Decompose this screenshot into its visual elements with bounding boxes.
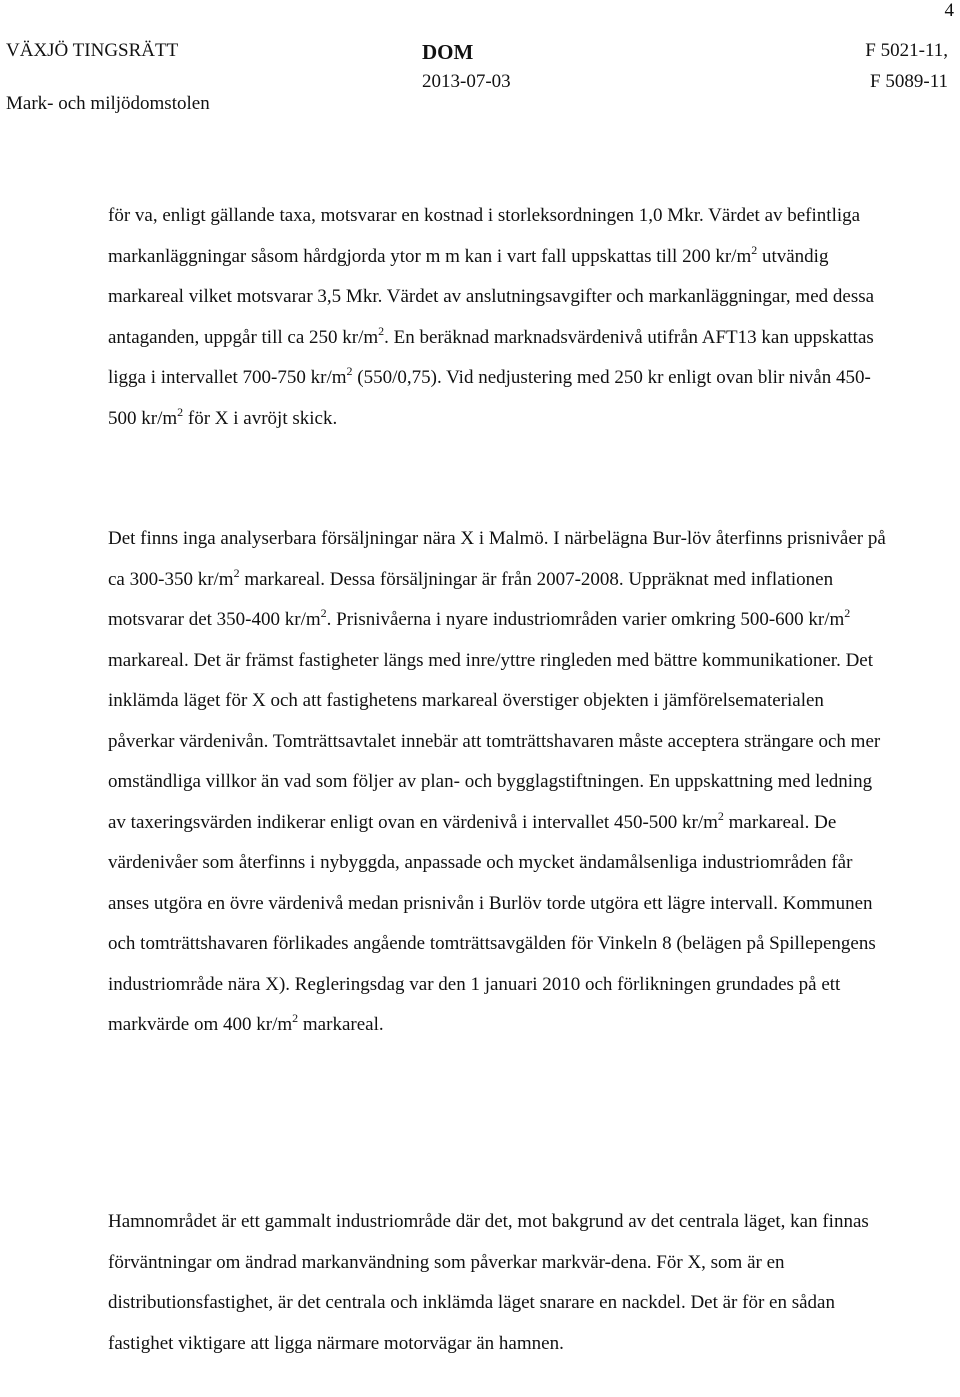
case-number-2: F 5089-11 [870,71,948,92]
text-segment: Det finns inga analyserbara försäljningar nära X i Malmö. I närbelägna Bur-löv återfinns prisnivåer på ca 300-350 kr/m [108,528,886,590]
text-segment: för X i avröjt skick. [183,407,338,429]
superscript: 2 [717,808,724,823]
superscript: 2 [320,606,327,620]
court-division: Mark- och miljödomstolen [6,93,210,114]
case-number-1: F 5021-11, [865,40,948,61]
paragraph-text [108,196,888,439]
text-segment: (550/0,75). Vid nedjustering med 250 kr enligt ovan blir nivån 450-500 kr/m [108,367,871,429]
paragraph-1 [108,196,888,439]
text-segment: utvändig markareal vilket motsvarar 3,5 Mkr. Värdet av anslutningsavgifter och markanläggningar, med dessa antaganden, uppgår till ca 250 kr/m [108,245,875,348]
court-name: VÄXJÖ TINGSRÄTT [6,40,179,61]
superscript: 2 [378,323,385,338]
text-segment: markareal. De värdenivåer som återfinns i nybyggda, anpassade och mycket ändamålsenliga industriområden får anses utgöra en övre värdenivå medan prisnivån i Burlöv torde utgöra ett lägre intervall. Kommunen och tomträttshavaren förlikades angående tomträttsavgälden för Vinkeln 8 (belägen på Spillepengens industriområde nära X). Regleringsdag var den 1 januari 2010 och förlikningen grundades på ett markvärde om 400 kr/m [108,811,876,1035]
text-segment: . En beräknad marknadsvärdenivå utifrån AFT13 kan uppskattas ligga i intervallet 700-750 kr/m [108,326,874,388]
paragraph-2 [108,519,888,1046]
superscript: 2 [346,364,353,378]
text-segment: för va, enligt gällande taxa, motsvarar en kostnad i storleksordningen 1,0 Mkr. Värdet av befintliga markanläggningar såsom hårdgjorda ytor m m kan i vart fall uppskattas till 200 kr/m [108,205,861,267]
superscript: 2 [751,242,758,257]
superscript: 2 [177,404,184,419]
document-type: DOM [422,40,474,64]
paragraph-text [108,519,888,1046]
text-segment: markareal. Dessa försäljningar är från 2007-2008. Uppräknat med inflationen motsvarar det 350-400 kr/m [108,568,834,630]
superscript: 2 [233,565,240,580]
document-date: 2013-07-03 [422,71,511,92]
superscript: 2 [844,606,851,620]
paragraph-text: Hamnområdet är ett gammalt industriområde där det, mot bakgrund av det centrala läget, kan finnas förväntningar om ändrad markanvändning som påverkar markvär-dena. För X, som är en distributionsfastighet, är det centrala och inklämda läget snarare en nackdel. Det är för en sådan fastighet viktigare att ligga närmare motorvägar än hamnen. [108,1211,869,1354]
superscript: 2 [292,1011,299,1025]
text-segment: . Prisnivåerna i nyare industriområden varier omkring 500-600 kr/m [326,609,845,630]
text-segment: markareal. Det är främst fastigheter längs med inre/yttre ringleden med bättre kommunikationer. Det inklämda läget för X och att fastighetens markareal överstiger objekten i jämförelsematerialen påverkar värdenivån. Tomträttsavtalet innebär att tomträttshavaren måste acceptera strängare och mer omständliga villkor än vad som följer av plan- och bygglagstiftningen. En uppskattning med ledning av taxeringsvärden indikerar enligt ovan en värdenivå i intervallet 450-500 kr/m [108,649,881,833]
paragraph-3 [108,1202,888,1364]
text-segment: markareal. [298,1014,384,1035]
page-number: 4 [944,0,954,21]
